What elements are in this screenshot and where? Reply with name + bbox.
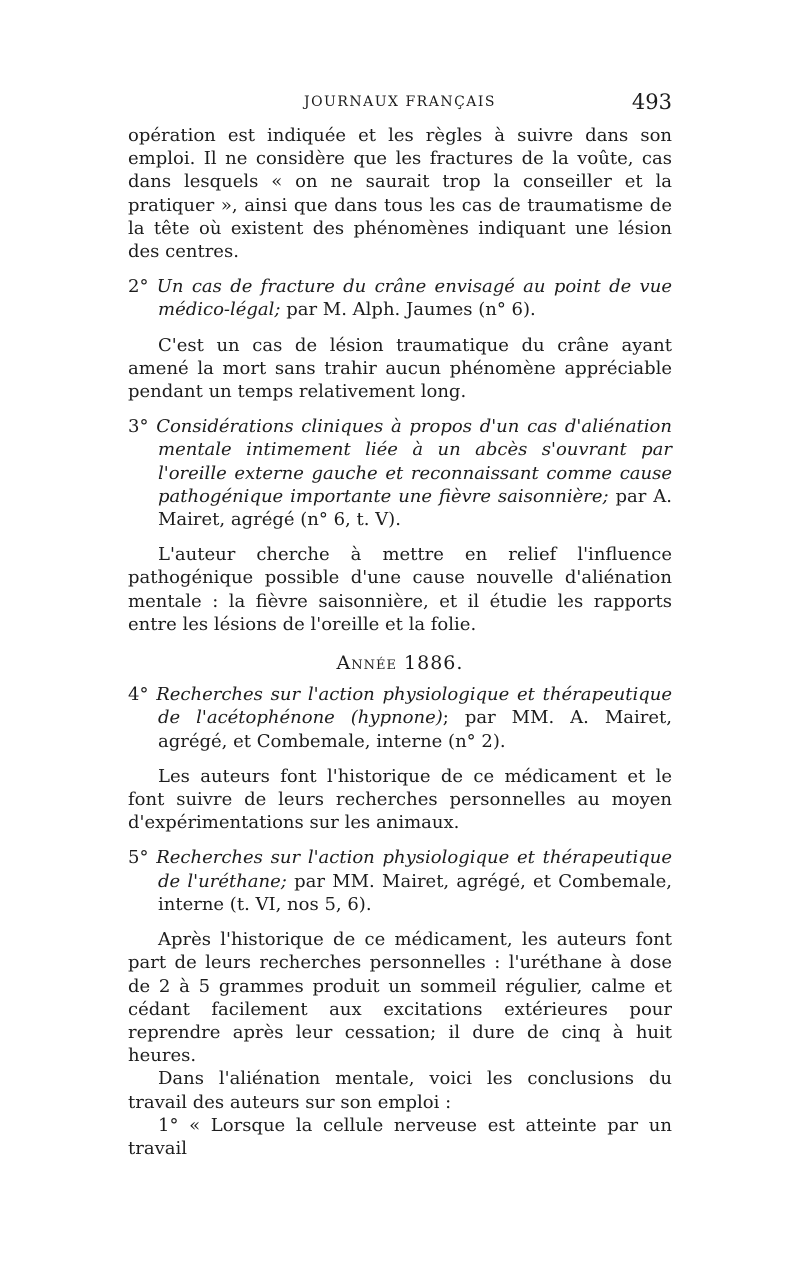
entry-3-number: 3°: [128, 416, 149, 438]
entry-2-number: 2°: [128, 276, 149, 298]
entry-3: [128, 415, 672, 531]
entry-2-title: Un cas de fracture du crâne envisagé au point de vue médico-légal;: [156, 276, 672, 321]
page-header: [128, 90, 672, 124]
entry-5-number: 5°: [128, 847, 149, 869]
paragraph-3: L'auteur cherche à mettre en relief l'influence pathogénique possible d'une cause nouvelle d'aliénation mentale : la fièvre saisonnière, et il étudie les rapports entre les lésions de l'oreille et la folie.: [128, 544, 672, 635]
entry-4-reference: ; par MM. A. Mairet, agrégé, et Combemale, interne (n° 2).: [158, 707, 672, 752]
page-number: 493: [631, 90, 672, 114]
section-heading-1886: [128, 652, 672, 675]
paragraph-2: C'est un cas de lésion traumatique du crâne ayant amené la mort sans trahir aucun phénomène appréciable pendant un temps relativement long.: [128, 334, 672, 403]
entry-4-number: 4°: [128, 684, 149, 706]
paragraph-5: Après l'historique de ce médicament, les auteurs font part de leurs recherches personnelles : l'uréthane à dose de 2 à 5 grammes produit un sommeil régulier, calme et cédant facilement aux excitations extérieures pour reprendre après leur cessation; il dure de cinq à huit heures.: [128, 929, 672, 1067]
paragraph-1: opération est indiquée et les règles à suivre dans son emploi. Il ne considère que les fractures de la voûte, cas dans lesquels « on ne saurait trop la conseiller et la pratiquer », ainsi que dans tous les cas de traumatisme de la tête où existent des phénomènes indiquant une lésion des centres.: [128, 125, 672, 263]
journal-page: [128, 90, 672, 1160]
entry-5-reference: par MM. Mairet, agrégé, et Combemale, interne (t. VI, nos 5, 6).: [158, 870, 672, 915]
entry-4-title: Recherches sur l'action physiologique et thérapeutique de l'acétophénone (hypnone): [156, 684, 672, 729]
entry-3-title: Considérations cliniques à propos d'un cas d'aliénation mentale intimement liée à un abcès s'ouvrant par l'oreille externe gauche et reconnaissant comme cause pathogénique importante une fièvre saisonnière;: [156, 416, 672, 507]
paragraph-7: 1° « Lorsque la cellule nerveuse est atteinte par un travail: [128, 1114, 672, 1159]
page-body: [128, 124, 672, 1160]
running-head: JOURNAUX FRANÇAIS: [303, 94, 497, 110]
paragraph-6: Dans l'aliénation mentale, voici les conclusions du travail des auteurs sur son emploi :: [128, 1068, 672, 1113]
entry-5-title: Recherches sur l'action physiologique et thérapeutique de l'uréthane;: [156, 847, 672, 892]
paragraph-4: Les auteurs font l'historique de ce médicament et le font suivre de leurs recherches personnelles au moyen d'expérimentations sur les animaux.: [128, 765, 672, 834]
entry-2: [128, 275, 672, 321]
section-heading-word: Année: [336, 652, 397, 675]
section-heading-year: 1886.: [404, 652, 464, 675]
entry-4: [128, 683, 672, 753]
entry-3-reference: par A. Mairet, agrégé (n° 6, t. V).: [158, 485, 672, 531]
entry-5: [128, 846, 672, 916]
entry-2-reference: par M. Alph. Jaumes (n° 6).: [286, 299, 536, 321]
